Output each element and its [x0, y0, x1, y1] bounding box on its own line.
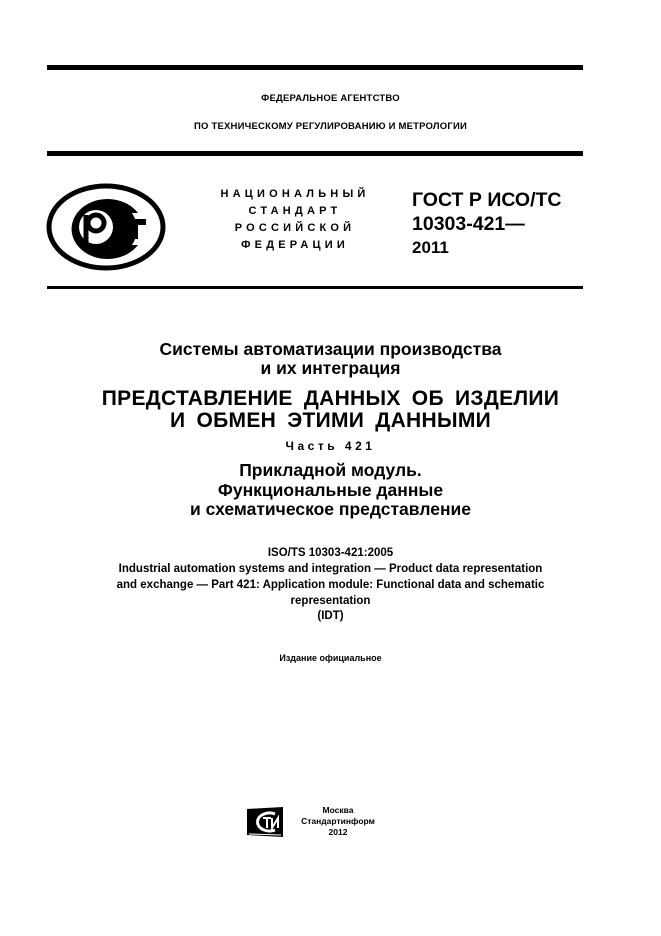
- agency-line-1: ФЕДЕРАЛЬНОЕ АГЕНТСТВО: [261, 93, 400, 104]
- iso-equivalence: (IDT): [317, 610, 344, 622]
- publisher-city: Москва: [322, 805, 354, 815]
- iso-code: ISO/TS 10303-421:2005: [267, 547, 394, 559]
- gost-r-logo-icon: [46, 183, 166, 271]
- national-standard-label: [195, 186, 395, 254]
- iso-title-line-3: representation: [290, 595, 371, 607]
- national-standard-line-2: СТАНДАРТ: [248, 205, 342, 217]
- designation-line-1: ГОСТ Р ИСО/ТС: [412, 189, 562, 211]
- standartinform-logo-icon: [245, 806, 285, 838]
- subtitle-line-1: Прикладной модуль.: [239, 460, 422, 480]
- main-title-line-1: ПРЕДСТАВЛЕНИЕ ДАННЫХ ОБ ИЗДЕЛИИ: [101, 387, 560, 410]
- agency-line-2: ПО ТЕХНИЧЕСКОМУ РЕГУЛИРОВАНИЮ И МЕТРОЛОГИИ: [194, 121, 467, 132]
- subtitle-line-2: Функциональные данные: [217, 480, 444, 500]
- publisher-name: Стандартинформ: [301, 816, 375, 826]
- standard-designation: [412, 188, 562, 260]
- main-title-line-2: И ОБМЕН ЭТИМИ ДАННЫМИ: [169, 409, 492, 432]
- designation-line-2: 10303-421—: [412, 213, 525, 235]
- header-bottom-rule: [47, 151, 583, 156]
- standard-block-rule: [47, 286, 583, 289]
- publisher-info: [298, 805, 378, 838]
- national-standard-line-1: НАЦИОНАЛЬНЫЙ: [220, 188, 370, 200]
- iso-title-line-2: and exchange — Part 421: Application module: Functional data and schematic: [116, 579, 545, 591]
- series-title-line-2: и их интеграция: [260, 358, 401, 378]
- official-edition-label: Издание официальное: [279, 653, 382, 663]
- top-rule: [47, 65, 583, 70]
- national-standard-line-3: РОССИЙСКОЙ: [234, 222, 356, 234]
- subtitle-line-3: и схематическое представление: [189, 499, 472, 519]
- iso-title-line-1: Industrial automation systems and integration — Product data representation: [118, 563, 543, 575]
- national-standard-line-4: ФЕДЕРАЦИИ: [241, 239, 349, 251]
- publisher-year: 2012: [328, 827, 348, 837]
- series-title-line-1: Системы автоматизации производства: [159, 339, 502, 359]
- part-number: Часть 421: [285, 439, 376, 453]
- designation-year: 2011: [412, 238, 449, 257]
